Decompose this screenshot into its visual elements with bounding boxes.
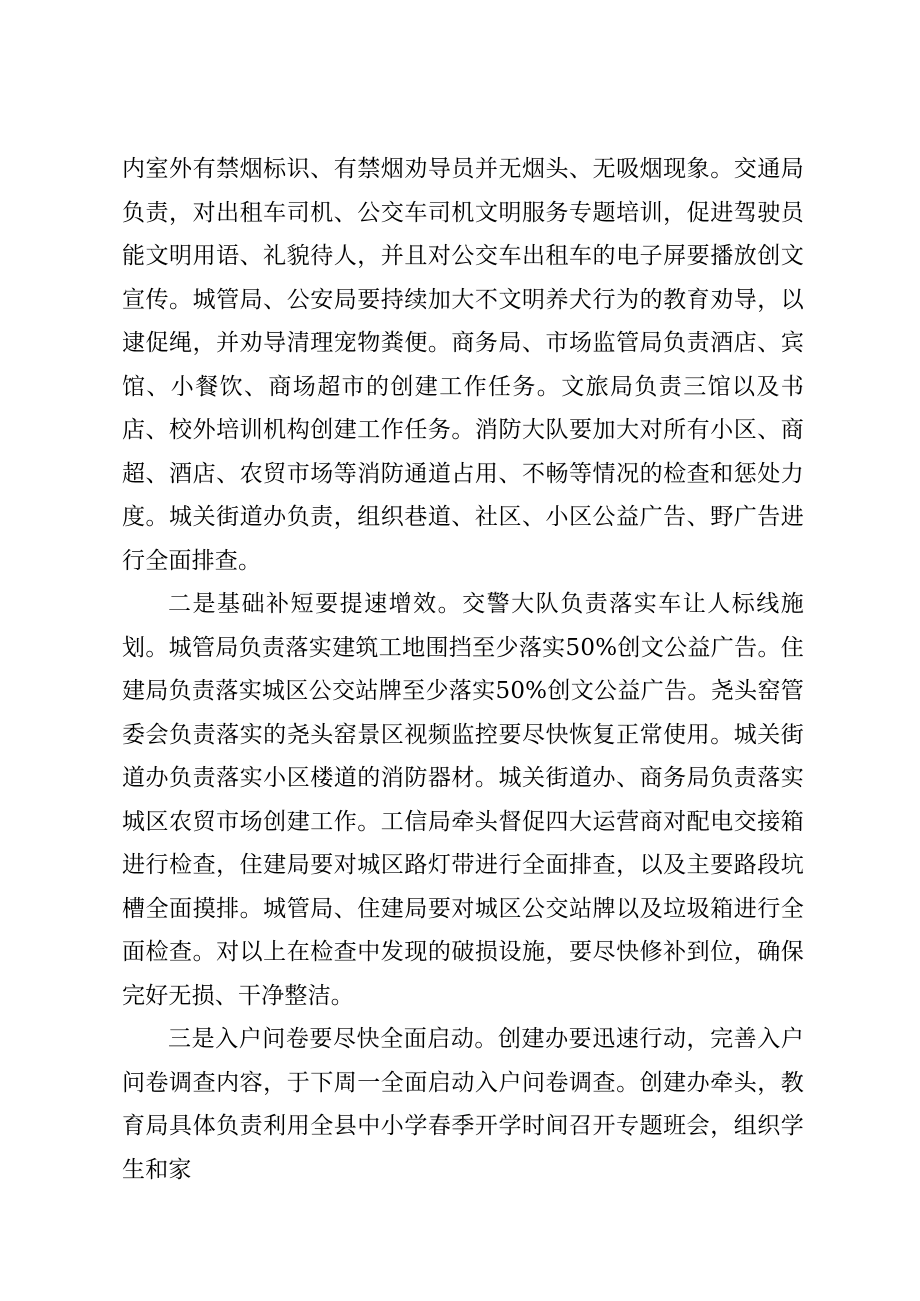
paragraph-2: 二是基础补短要提速增效。交警大队负责落实车让人标线施划。城管局负责落实建筑工地围挡至少落实50%创文公益广告。住建局负责落实城区公交站牌至少落实50%创文公益广告。尧头窑管委会负责落实的尧头窑景区视频监控要尽快恢复正常使用。城关街道办负责落实小区楼道的消防器材。城关街道办、商务局负责落实城区农贸市场创建工作。工信局牵头督促四大运营商对配电交接箱进行检查，住建局要对城区路灯带进行全面排查，以及主要路段坑槽全面摸排。城管局、住建局要对城区公交站牌以及垃圾箱进行全面检查。对以上在检查中发现的破损设施，要尽快修补到位，确保完好无损、干净整洁。 — [122, 591, 804, 1009]
document-body — [122, 148, 804, 1192]
paragraph-3: 三是入户问卷要尽快全面启动。创建办要迅速行动，完善入户问卷调查内容，于下周一全面启动入户问卷调查。创建办牵头，教育局具体负责利用全县中小学春季开学时间召开专题班会，组织学生和家 — [122, 1026, 804, 1183]
paragraph-1: 内室外有禁烟标识、有禁烟劝导员并无烟头、无吸烟现象。交通局负责，对出租车司机、公交车司机文明服务专题培训，促进驾驶员能文明用语、礼貌待人，并且对公交车出租车的电子屏要播放创文宣传。城管局、公安局要持续加大不文明养犬行为的教育劝导，以逮促绳，并劝导清理宠物粪便。商务局、市场监管局负责酒店、宾馆、小餐饮、商场超市的创建工作任务。文旅局负责三馆以及书店、校外培训机构创建工作任务。消防大队要加大对所有小区、商超、酒店、农贸市场等消防通道占用、不畅等情况的检查和惩处力度。城关街道办负责，组织巷道、社区、小区公益广告、野广告进行全面排查。 — [122, 156, 804, 574]
